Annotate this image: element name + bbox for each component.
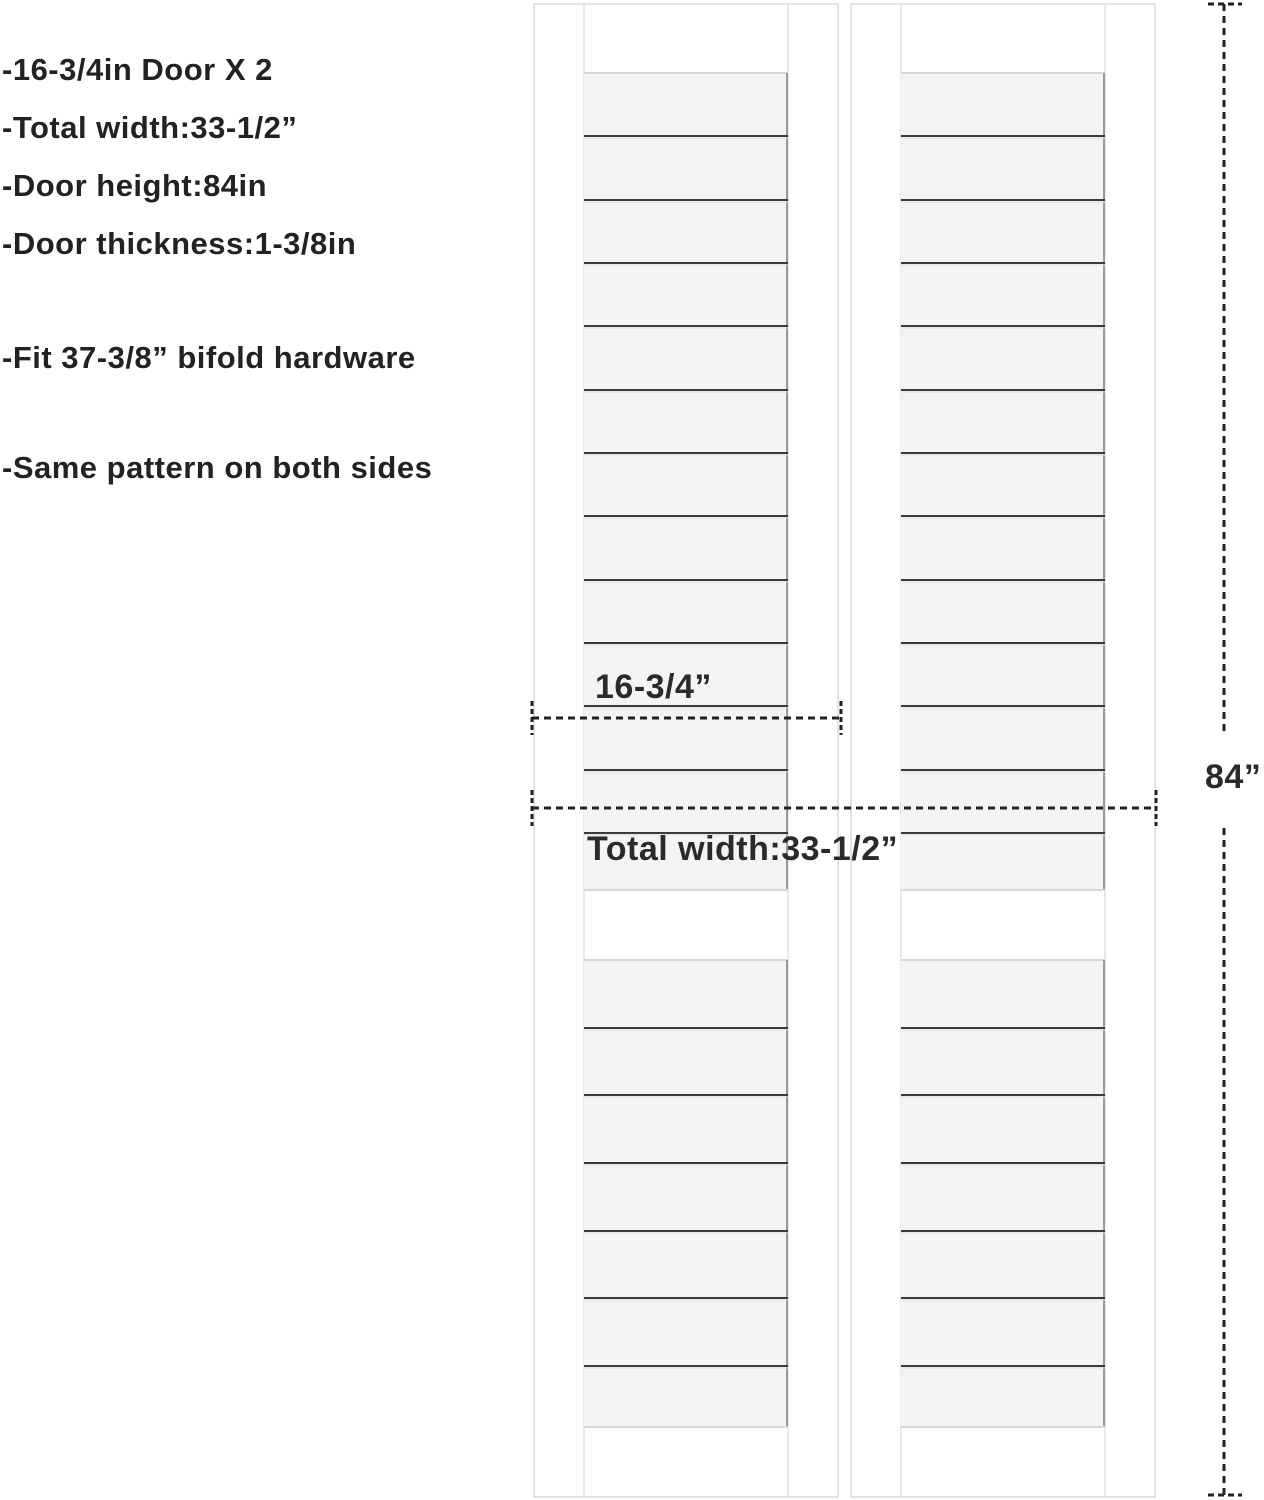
upper-louver-panel (584, 73, 788, 890)
upper-louver-panel (901, 73, 1105, 890)
spec-pattern: -Same pattern on both sides (2, 450, 433, 485)
total-width-label: Total width:33-1/2” (587, 830, 899, 868)
spec-door-count: -16-3/4in Door X 2 (2, 52, 273, 87)
door-left (534, 4, 838, 1497)
spec-door-thickness: -Door thickness:1-3/8in (2, 226, 357, 261)
spec-hardware: -Fit 37-3/8” bifold hardware (2, 340, 416, 375)
spec-door-height: -Door height:84in (2, 168, 268, 203)
spec-total-width: -Total width:33-1/2” (2, 110, 298, 145)
door-right (851, 4, 1155, 1497)
door-width-label: 16-3/4” (595, 668, 712, 706)
height-label: 84” (1205, 758, 1262, 796)
